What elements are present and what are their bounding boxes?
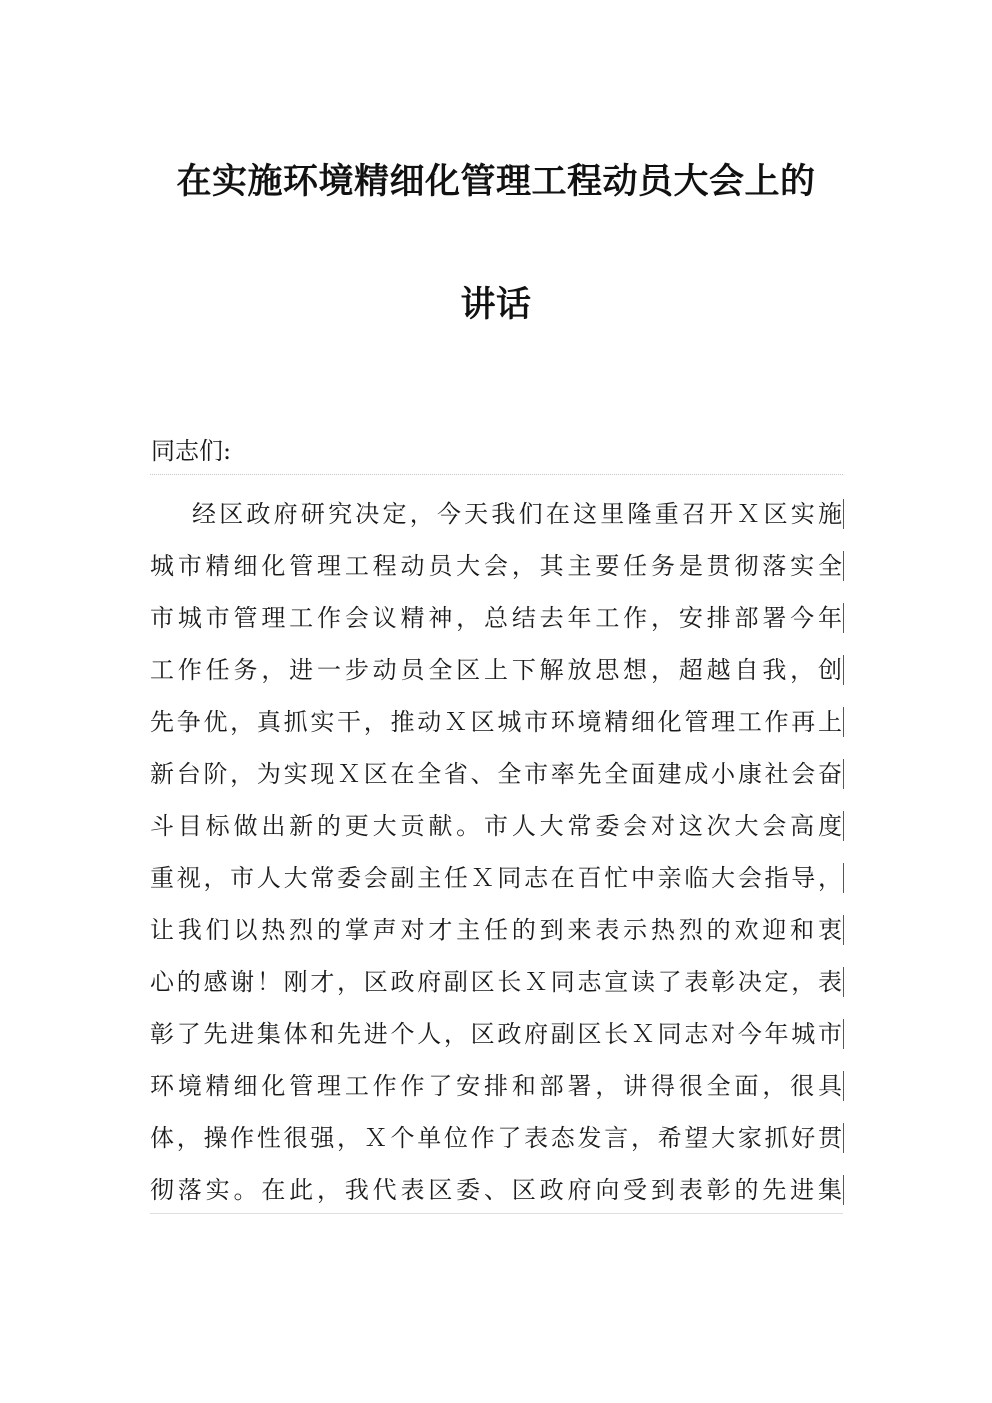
- body-line: 心的感谢！刚才，区政府副区长Ｘ同志宣读了表彰决定，表: [150, 968, 843, 996]
- body-line: 彰了先进集体和先进个人，区政府副区长Ｘ同志对今年城市: [150, 1020, 843, 1048]
- body-line: 让我们以热烈的掌声对才主任的到来表示热烈的欢迎和衷: [150, 916, 843, 944]
- line-end-marker: [843, 1019, 844, 1049]
- body-line: 新台阶，为实现Ｘ区在全省、全市率先全面建成小康社会奋: [150, 760, 843, 788]
- body-line: 工作任务，进一步动员全区上下解放思想，超越自我，创: [150, 656, 843, 684]
- line-end-marker: [843, 1123, 844, 1153]
- line-end-marker: [843, 759, 844, 789]
- document-title-line-1: 在实施环境精细化管理工程动员大会上的: [176, 161, 816, 202]
- line-end-marker: [843, 811, 844, 841]
- body-line: 体，操作性很强，Ｘ个单位作了表态发言，希望大家抓好贯: [150, 1124, 843, 1152]
- body-line: 重视，市人大常委会副主任Ｘ同志在百忙中亲临大会指导，: [150, 864, 843, 892]
- line-end-marker: [843, 967, 844, 997]
- body-line: 斗目标做出新的更大贡献。市人大常委会对这次大会高度: [150, 812, 843, 840]
- line-end-marker: [843, 499, 844, 529]
- line-end-marker: [843, 915, 844, 945]
- body-line: 市城市管理工作会议精神，总结去年工作，安排部署今年: [150, 604, 843, 632]
- body-line: 先争优，真抓实干，推动Ｘ区城市环境精细化管理工作再上: [150, 708, 843, 736]
- body-line: 彻落实。在此，我代表区委、区政府向受到表彰的先进集: [150, 1176, 843, 1204]
- line-end-marker: [843, 1175, 844, 1205]
- line-end-marker: [843, 707, 844, 737]
- salutation-divider: [150, 474, 843, 475]
- document-title-line-2: 讲话: [460, 284, 532, 325]
- line-end-marker: [843, 863, 844, 893]
- line-end-marker: [843, 551, 844, 581]
- line-end-marker: [843, 603, 844, 633]
- line-end-marker: [843, 655, 844, 685]
- body-line: 城市精细化管理工程动员大会，其主要任务是贯彻落实全: [150, 552, 843, 580]
- bottom-divider: [150, 1213, 843, 1214]
- line-end-marker: [843, 1071, 844, 1101]
- body-line: 经区政府研究决定，今天我们在这里隆重召开Ｘ区实施: [192, 500, 843, 528]
- salutation: 同志们:: [151, 437, 232, 465]
- body-line: 环境精细化管理工作作了安排和部署，讲得很全面，很具: [150, 1072, 843, 1100]
